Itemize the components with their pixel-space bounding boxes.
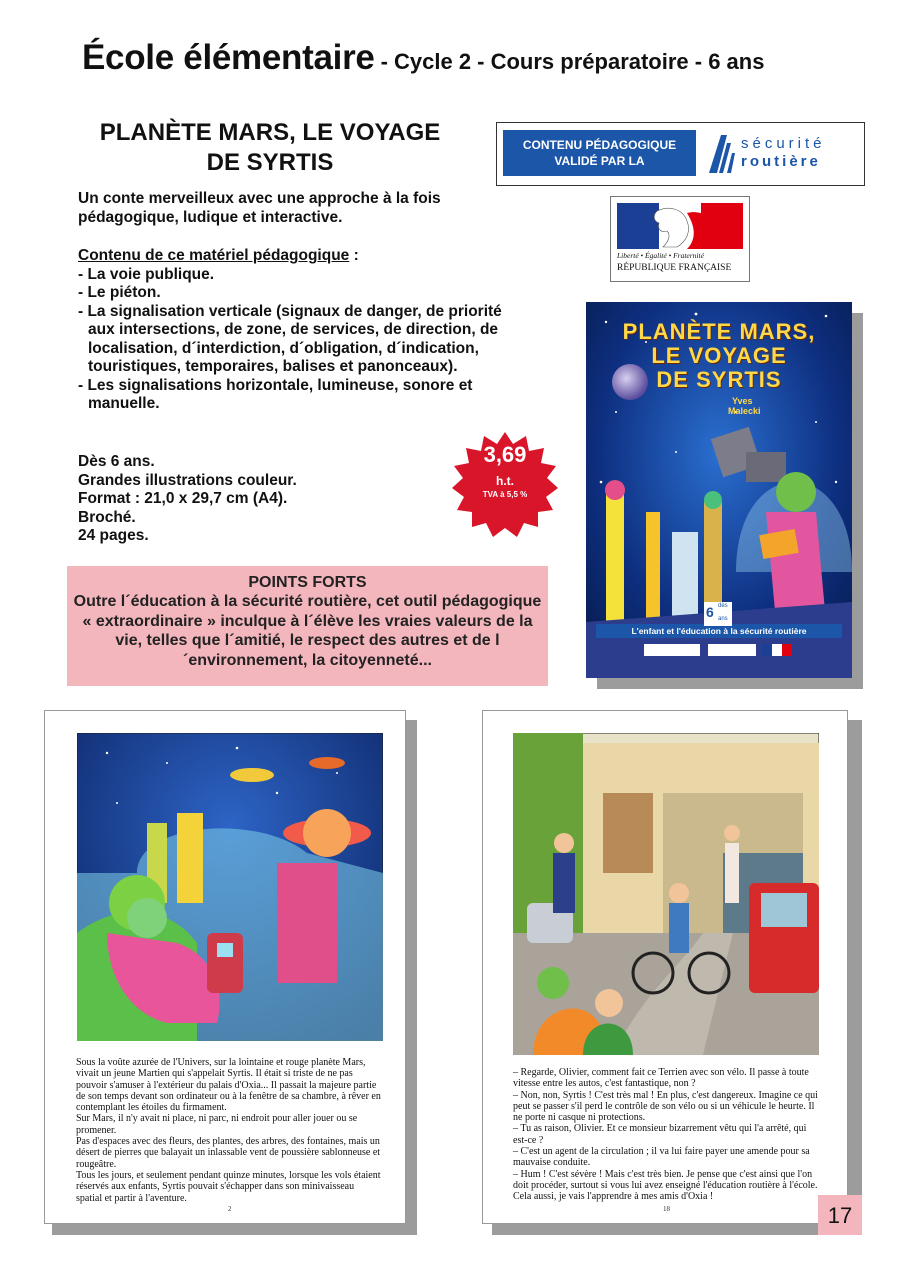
- content-heading-suffix: :: [349, 247, 359, 264]
- sample-right-paragraph: – Non, non, Syrtis ! C'est très mal ! En plus, c'est dangereux. Imagine ce qui peut se passer s'il perd le contrôle de son vélo ou si un véhicule le heurte. Il ne porte ni casque ni protections.: [513, 1089, 818, 1124]
- book-cover: [586, 302, 852, 678]
- price-tva: TVA à 5,5 %: [482, 490, 528, 499]
- sample-right-text: [513, 1067, 819, 1203]
- logo-word-bottom: routière: [741, 153, 821, 170]
- spec-item: 24 pages.: [78, 527, 149, 544]
- marianne-icon: [617, 203, 743, 249]
- points-forts-title: POINTS FORTS: [248, 574, 367, 591]
- securite-routiere-logo: [707, 131, 857, 175]
- cover-age-num: 6: [706, 604, 714, 620]
- sample-page-left: [44, 710, 406, 1224]
- sample-left-text: [76, 1057, 382, 1204]
- content-item: - Les signalisations horizontale, lumineuse, sonore et manuelle.: [78, 376, 473, 412]
- sample-right-paragraph: – Tu as raison, Olivier. Et ce monsieur bizarrement vêtu qui l'a arrêté, qui est-ce ?: [513, 1123, 807, 1146]
- content-item: - Le piéton.: [78, 284, 161, 301]
- sample-page-right: [482, 710, 848, 1224]
- product-intro: [78, 190, 488, 227]
- header-title: École élémentaire: [82, 38, 375, 77]
- sample-left-illustration: [77, 733, 383, 1041]
- price-value: 3,69: [483, 442, 527, 467]
- price-badge: [450, 430, 560, 540]
- product-specs: [78, 453, 297, 546]
- product-title: [80, 118, 460, 178]
- road-stripes-icon: [707, 131, 737, 175]
- page-number: 17: [818, 1195, 862, 1235]
- sample-left-paragraph: Pas d'espaces avec des fleurs, des plantes, des arbres, des fontaines, mais un désert de pierres que balayait un inlassable vent de poussière sablonneuse et rougeâtre.: [76, 1136, 381, 1170]
- product-title-line2: DE SYRTIS: [206, 149, 334, 176]
- content-item: - La signalisation verticale (signaux de danger, de priorité aux intersections, de zone, de services, de direction, de localisation, d´interdiction, d´obligation, d´indication, touristiques, temporaires, balises et panonceaux).: [78, 302, 502, 375]
- cover-author-line1: Yves: [732, 396, 753, 406]
- sample-right-paragraph: – Regarde, Olivier, comment fait ce Terrien avec son vélo. Il passe à toute vitesse entre les autos, c'est fantastique, non ?: [513, 1067, 809, 1090]
- spec-item: Format : 21,0 x 29,7 cm (A4).: [78, 490, 288, 507]
- sample-left-page-number: 2: [228, 1205, 232, 1213]
- price-unit: h.t.: [496, 474, 514, 488]
- intro-line1: Un conte merveilleux avec une approche à la fois: [78, 190, 441, 207]
- republic-name: RÉPUBLIQUE FRANÇAISE: [617, 263, 732, 273]
- content-heading-row: [78, 247, 518, 266]
- points-forts-body: Outre l´éducation à la sécurité routière, cet outil pédagogique « extraordinaire » inculque à l´élève les vraies valeurs de la vie, telles que l´amitié, le respect des autres et de l´environnement, la citoyenneté...: [73, 593, 542, 669]
- page-header: [82, 38, 764, 78]
- header-subtitle: - Cycle 2 - Cours préparatoire - 6 ans: [380, 49, 765, 74]
- cover-banner: L'enfant et l'éducation à la sécurité routière: [631, 626, 807, 636]
- cover-age-ans: ans: [718, 616, 728, 622]
- spec-item: Broché.: [78, 508, 136, 526]
- validation-label: [503, 130, 696, 176]
- cover-title-line2: LE VOYAGE: [651, 343, 787, 368]
- sample-right-page-number: 18: [663, 1205, 670, 1213]
- sample-left-paragraph: Tous les jours, et seulement pendant quinze minutes, lorsque les vols étaient réservés aux enfants, Syrtis pouvait s'échapper dans son minivaisseau spatial et partir à l'aventure.: [76, 1169, 381, 1204]
- content-heading: Contenu de ce matériel pédagogique: [78, 247, 350, 264]
- republique-francaise-logo: [610, 196, 750, 282]
- cover-age-badge: [704, 602, 732, 626]
- content-list: [78, 266, 518, 414]
- product-title-line1: PLANÈTE MARS, LE VOYAGE: [99, 119, 441, 146]
- sample-right-illustration: [513, 733, 819, 1055]
- sample-left-paragraph: Sur Mars, il n'y avait ni place, ni parc, ni endroit pour aller jouer ou se promener.: [76, 1113, 358, 1136]
- spec-item: Grandes illustrations couleur.: [78, 471, 297, 489]
- spec-item: Dès 6 ans.: [78, 453, 155, 470]
- validation-badge: [496, 122, 865, 186]
- cover-author-line2: Malecki: [728, 406, 761, 416]
- cover-title-line1: PLANÈTE MARS,: [622, 319, 816, 344]
- republic-motto: Liberté • Égalité • Fraternité: [617, 251, 704, 260]
- logo-word-top: sécurité: [741, 135, 826, 152]
- sample-right-paragraph: – C'est un agent de la circulation ; il va lui faire payer une amende pour sa mauvaise conduite.: [513, 1146, 810, 1169]
- points-forts-box: [67, 566, 548, 686]
- validation-line2: VALIDÉ PAR LA: [554, 154, 645, 168]
- content-section: [78, 247, 518, 414]
- intro-line2: pédagogique, ludique et interactive.: [78, 208, 343, 226]
- cover-title-line3: DE SYRTIS: [656, 367, 782, 392]
- sample-right-paragraph: – Hum ! C'est sévère ! Mais c'est très bien. Je pense que c'est ainsi que l'on doit procéder, surtout si vous lui avez enseigné l'éducation routière à l'école. Cela aussi, je vais l'apprendre à mes amis d'Oxia !: [513, 1168, 818, 1203]
- sample-left-paragraph: Sous la voûte azurée de l'Univers, sur la lointaine et rouge planète Mars, vivait un jeune Martien qui s'appelait Syrtis. Il était si triste de ne pas pouvoir s'amuser à l'extérieur du palais d'Oxia... Il passait la majeure partie de son temps devant son ordinateur ou à la fenêtre de sa chambre, à rêver en contemplant les étoiles du firmament.: [76, 1057, 381, 1114]
- content-item: - La voie publique.: [78, 265, 215, 283]
- validation-line1: CONTENU PÉDAGOGIQUE: [522, 138, 677, 152]
- cover-age-des: dès: [718, 603, 728, 609]
